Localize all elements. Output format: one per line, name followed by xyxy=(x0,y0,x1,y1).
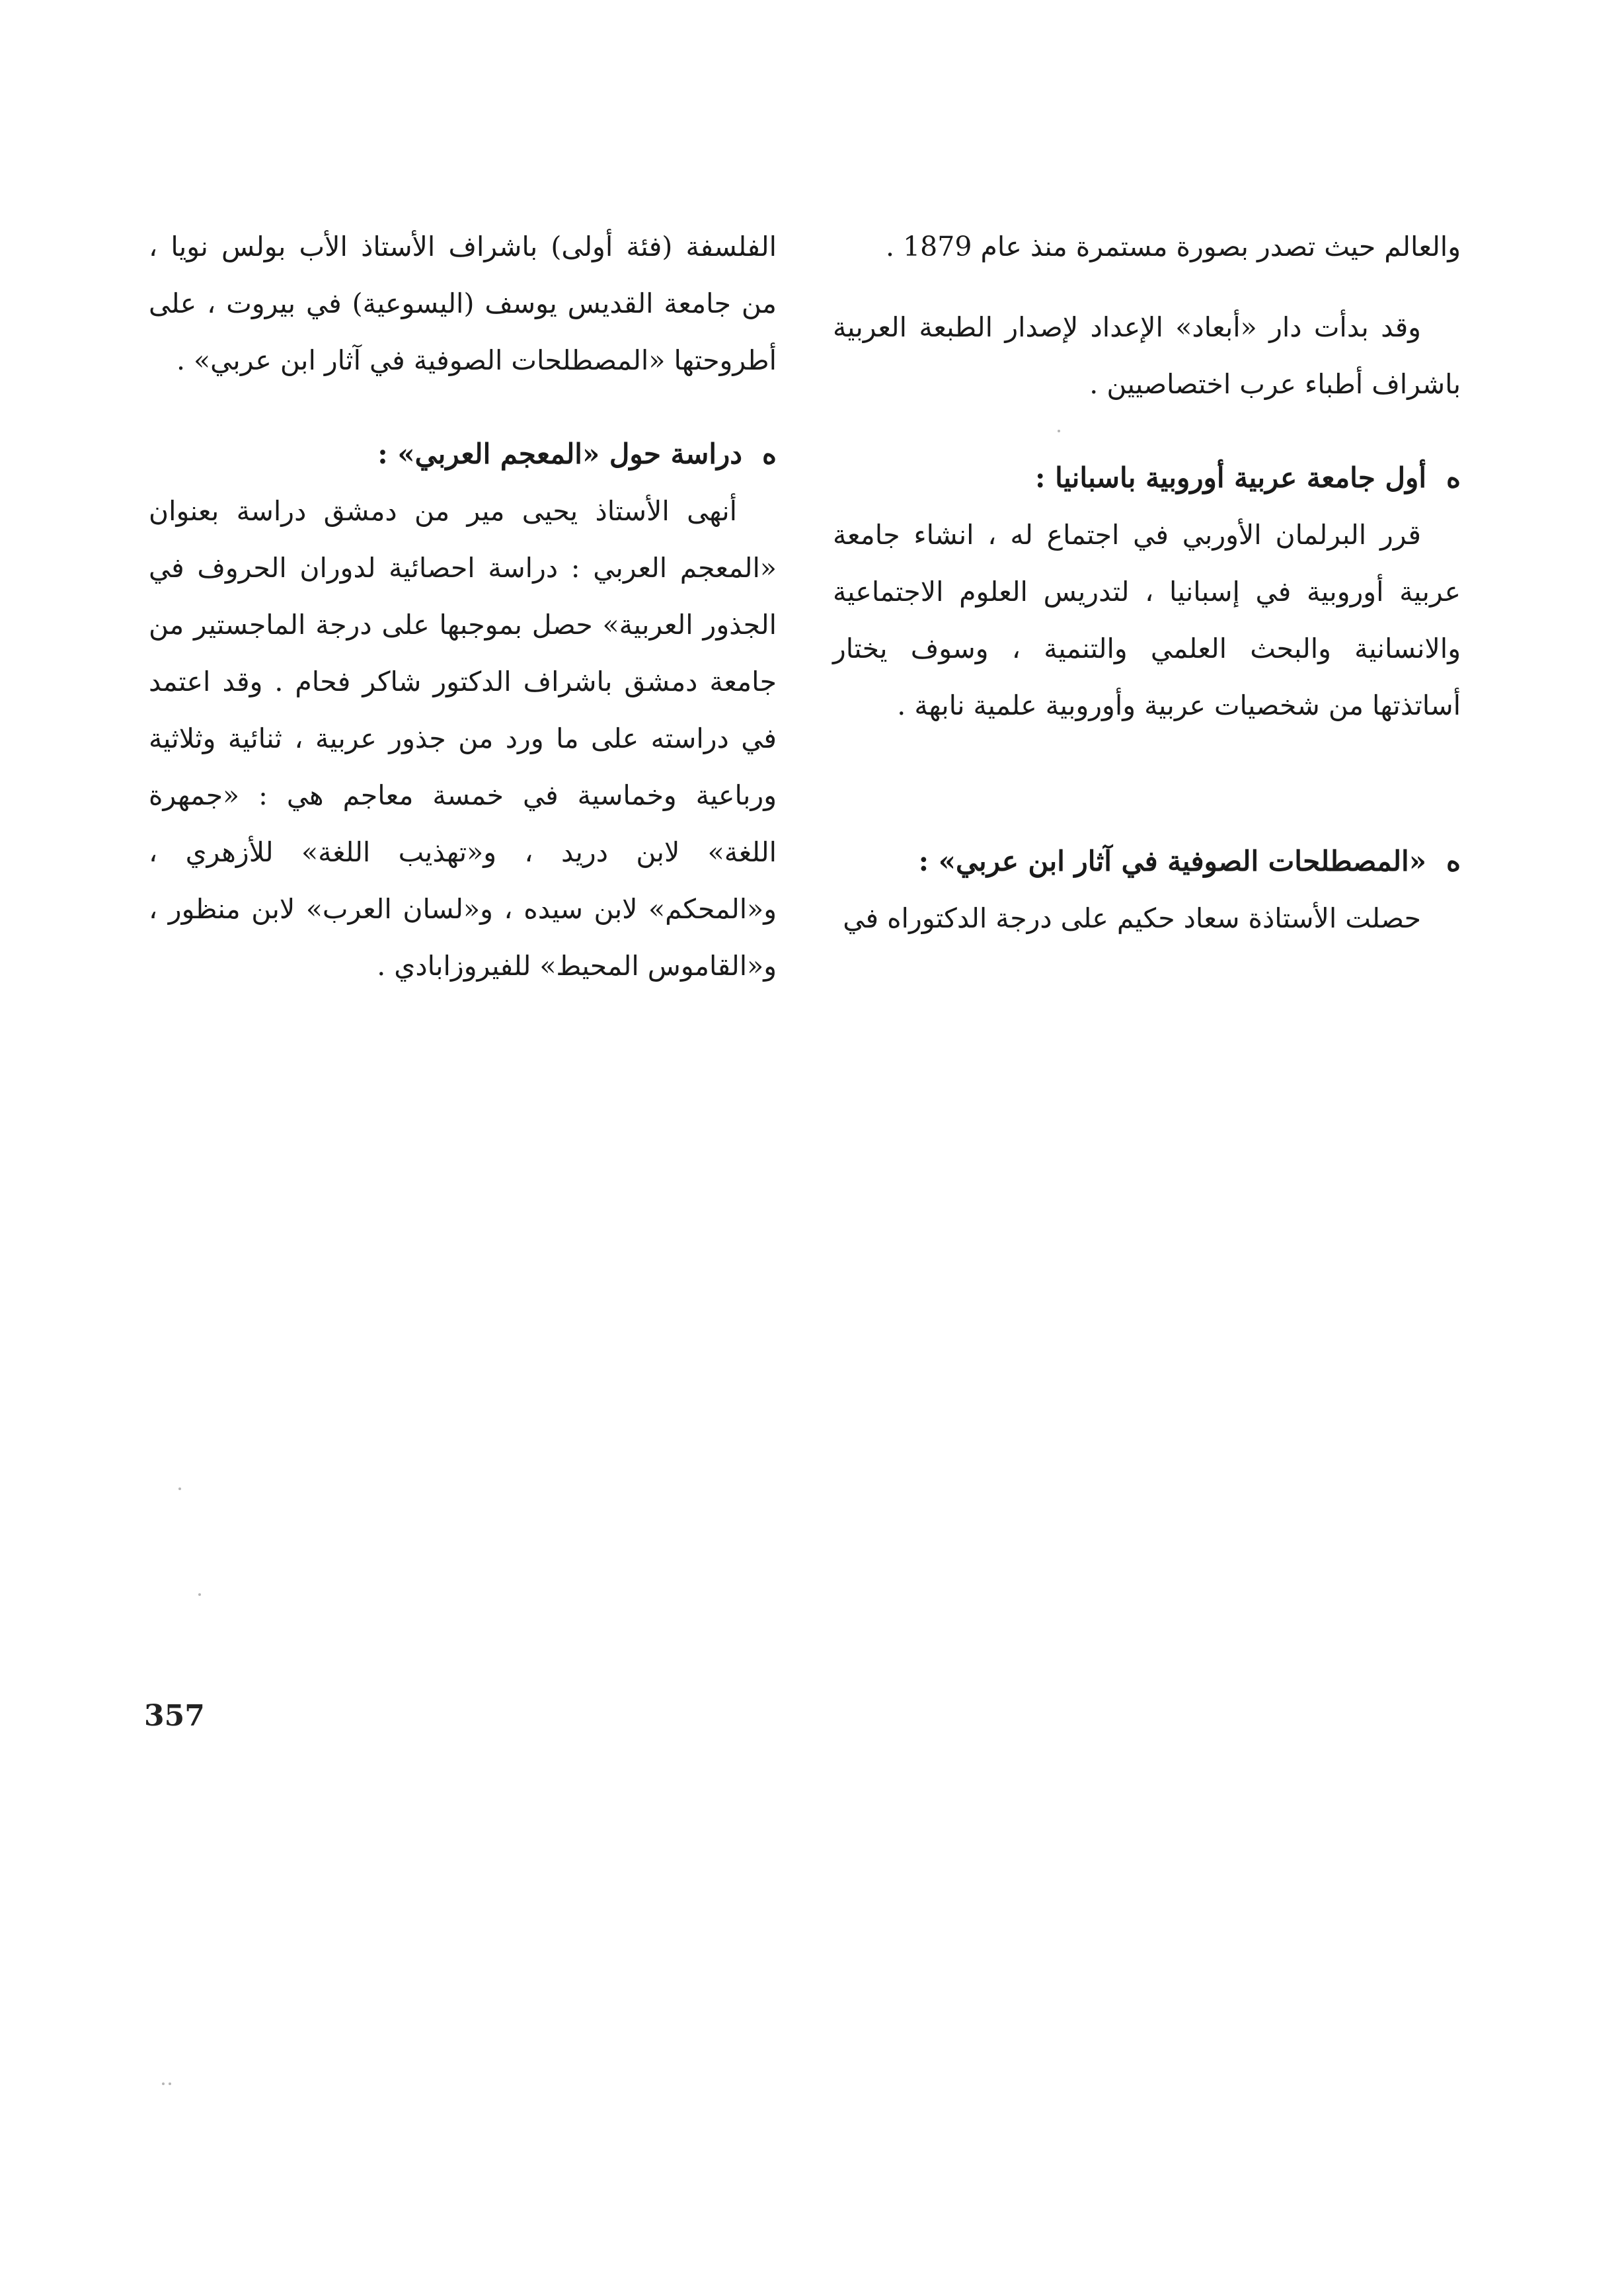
paragraph: حصلت الأستاذة سعاد حكيم على درجة الدكتوراه في xyxy=(843,902,1421,934)
paragraph: أنهى الأستاذ يحيى مير من دمشق دراسة بعنوان «المعجم العربي : دراسة احصائية لدوران الحروف في الجذور العربية» حصل بموجبها على درجة الماجستير من جامعة دمشق باشراف الدكتور شاكر فحام . وقد اعتمد في دراسته على ما ورد من جذور عربية ، ثنائية وثلاثية ورباعية وخماسية في خمسة معاجم هي : «جمهرة اللغة» لابن دريد ، و«تهذيب اللغة» للأزهري ، و«المحكم» لابن سيده ، و«لسان العرب» لابن منظور ، و«القاموس المحيط» للفيروزابادي . xyxy=(149,495,777,982)
right-column xyxy=(833,218,1461,947)
heading-text: دراسة حول «المعجم العربي» : xyxy=(377,438,742,470)
left-column xyxy=(149,218,777,994)
bullet-icon: ه xyxy=(761,438,777,470)
paragraph: الفلسفة (فئة أولى) باشراف الأستاذ الأب بولس نويا ، من جامعة القديس يوسف (اليسوعية) في بيروت ، على أطروحتها «المصطلحات الصوفية في آثار ابن عربي» . xyxy=(149,231,777,376)
section-heading xyxy=(149,426,777,483)
paragraph: قرر البرلمان الأوربي في اجتماع له ، انشاء جامعة عربية أوروبية في إسبانيا ، لتدريس العلوم الاجتماعية والانسانية والبحث العلمي والتنمية ، وسوف يختار أساتذتها من شخصيات عربية وأوروبية علمية نابهة . xyxy=(833,519,1461,721)
bullet-icon: ه xyxy=(1446,461,1461,494)
heading-text: «المصطلحات الصوفية في آثار ابن عربي» : xyxy=(918,845,1426,877)
page-number: 357 xyxy=(144,1699,205,1733)
bullet-icon: ه xyxy=(1446,845,1461,877)
scan-speck xyxy=(1058,430,1060,432)
paragraph: والعالم حيث تصدر بصورة مستمرة منذ عام 1879 . xyxy=(886,231,1461,262)
heading-text: أول جامعة عربية أوروبية باسبانيا : xyxy=(1035,461,1426,494)
scan-speck xyxy=(169,2082,171,2085)
section-heading xyxy=(833,833,1461,890)
section-heading xyxy=(833,450,1461,506)
scan-speck xyxy=(162,2082,165,2085)
scan-speck xyxy=(198,1593,201,1596)
scan-speck xyxy=(178,1487,181,1490)
paragraph: وقد بدأت دار «أبعاد» الإعداد لإصدار الطبعة العربية باشراف أطباء عرب اختصاصيين . xyxy=(833,311,1461,400)
